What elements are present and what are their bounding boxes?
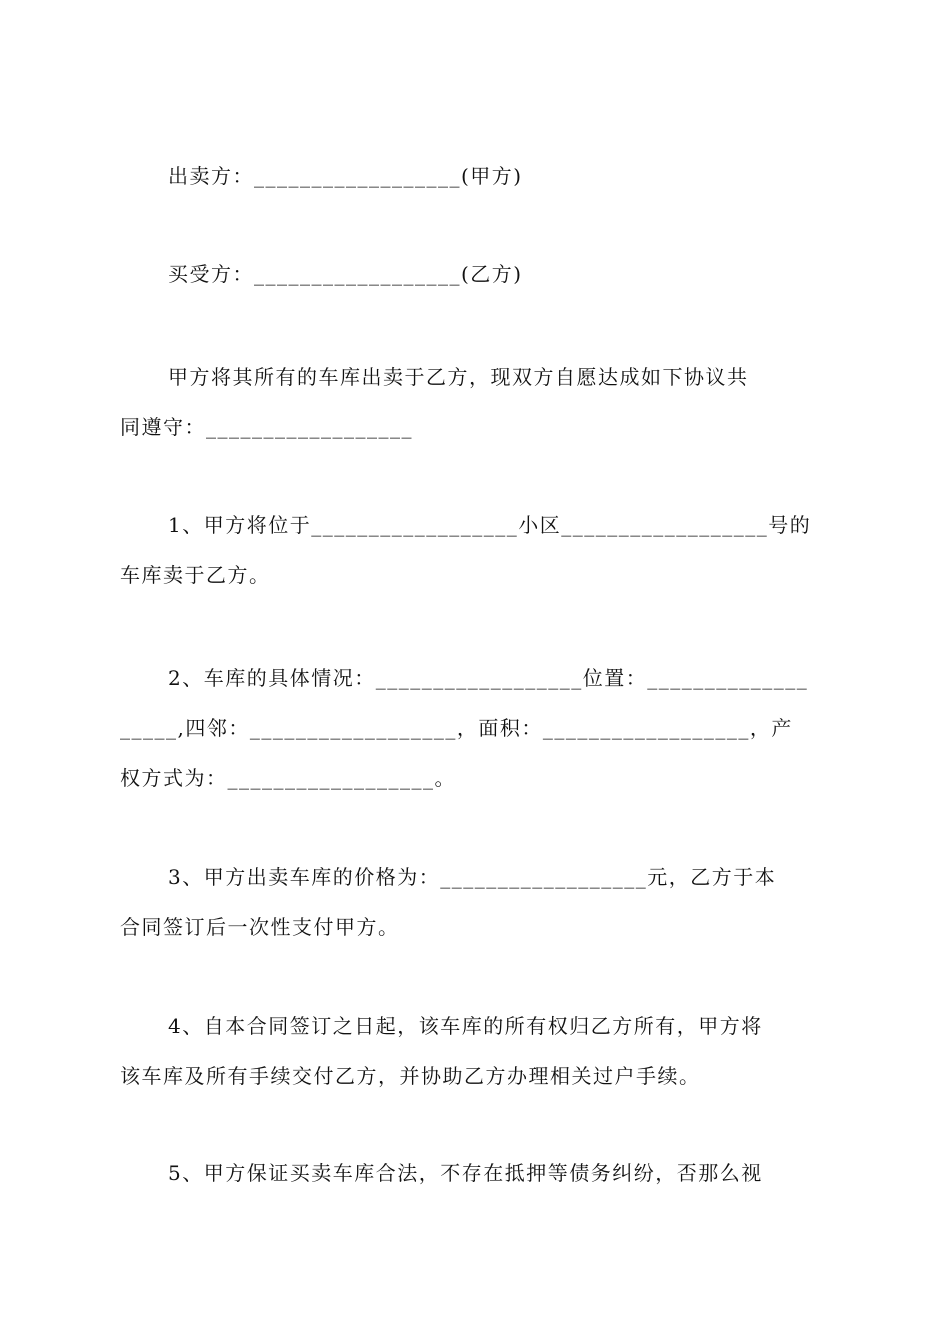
seller-text: 出卖方：__________________(甲方): [168, 164, 523, 188]
clause-4-line-1: 4、自本合同签订之日起，该车库的所有权归乙方所有，甲方将: [168, 1014, 763, 1038]
intro-line-1: 甲方将其所有的车库出卖于乙方，现双方自愿达成如下协议共: [168, 365, 749, 389]
clause-5-line-1: 5、甲方保证买卖车库合法，不存在抵押等债务纠纷，否那么视: [168, 1161, 763, 1185]
seller-line: [120, 151, 832, 201]
clause-1-line-1: 1、甲方将位于__________________小区__________________号的: [168, 513, 812, 537]
clause-4-line-2: 该车库及所有手续交付乙方，并协助乙方办理相关过户手续。: [120, 1064, 701, 1088]
clause-1-line-2: 车库卖于乙方。: [120, 563, 271, 587]
clause-2-line-1: 2、车库的具体情况：__________________位置：______________: [168, 666, 809, 690]
clause-3-line-2: 合同签订后一次性支付甲方。: [120, 915, 400, 939]
clause-2-line-3: 权方式为：__________________。: [120, 766, 456, 790]
clause-2-line-2: _____,四邻：__________________，面积：__________________，产: [120, 716, 793, 740]
intro-line-2: 同遵守：__________________: [120, 415, 413, 439]
clause-5-paragraph: [120, 1148, 832, 1198]
buyer-line: [120, 249, 832, 299]
buyer-text: 买受方：__________________(乙方): [168, 262, 523, 286]
clause-2-paragraph: [120, 653, 832, 803]
clause-3-line-1: 3、甲方出卖车库的价格为：__________________元，乙方于本: [168, 865, 777, 889]
intro-paragraph: [120, 352, 832, 452]
clause-3-paragraph: [120, 852, 832, 952]
clause-4-paragraph: [120, 1001, 832, 1101]
clause-1-paragraph: [120, 500, 832, 600]
